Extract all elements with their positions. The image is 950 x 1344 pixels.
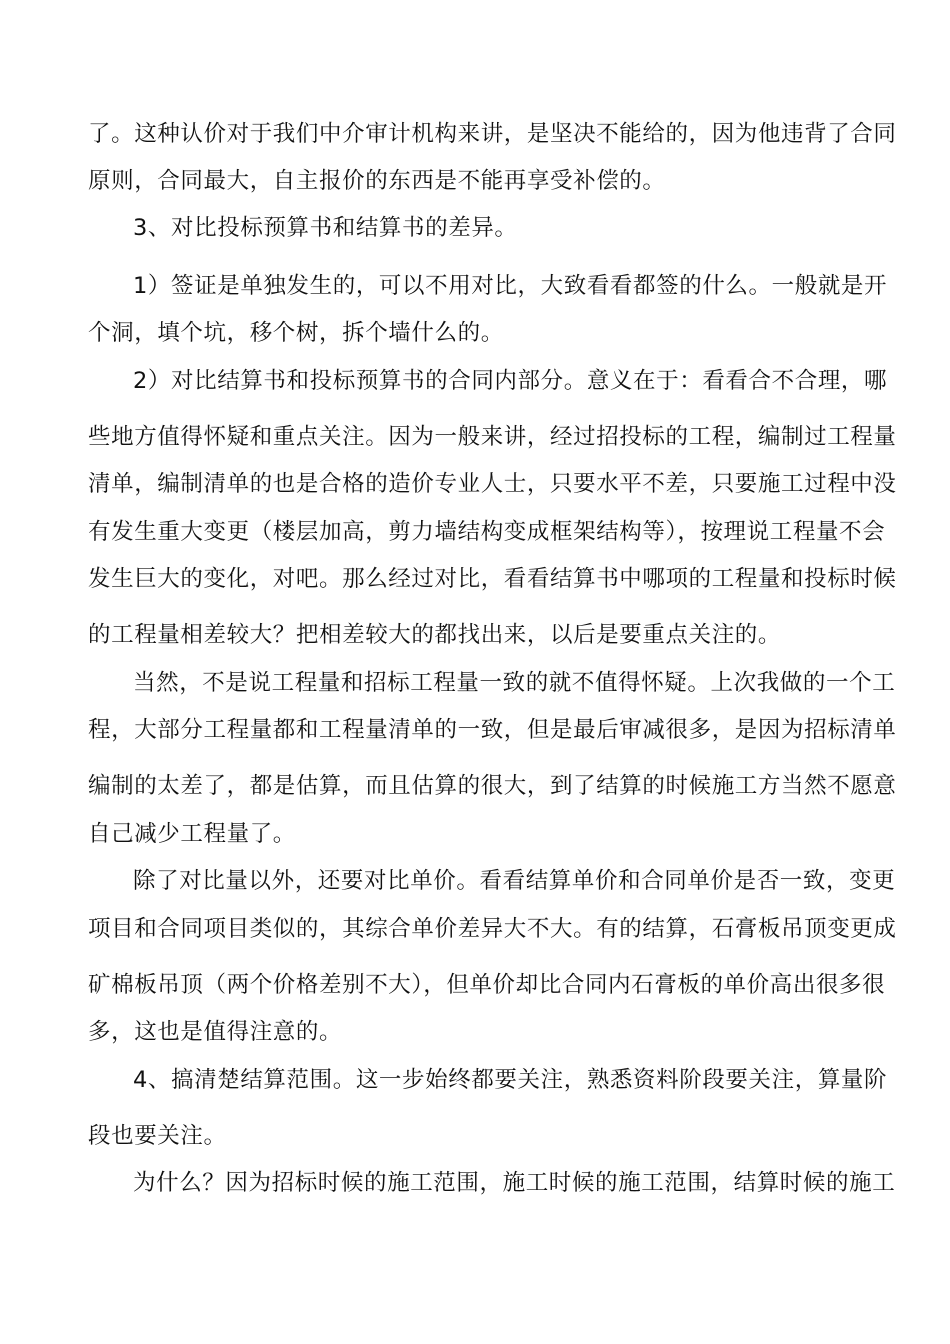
text-line-16: 除了对比量以外，还要对比单价。看看结算单价和合同单价是否一致，变更 [133,868,896,894]
text-line-2: 原则，合同最大，自主报价的东西是不能再享受补偿的。 [88,168,666,194]
text-line-14: 编制的太差了，都是估算，而且估算的很大，到了结算的时候施工方当然不愿意 [88,773,897,799]
text-line-8: 清单，编制清单的也是合格的造价专业人士，只要水平不差，只要施工过程中没 [88,471,897,497]
text-line-10: 发生巨大的变化，对吧。那么经过对比，看看结算书中哪项的工程量和投标时候 [88,566,897,592]
text-line-6: 2）对比结算书和投标预算书的合同内部分。意义在于：看看合不合理，哪 [133,368,888,394]
text-line-18: 矿棉板吊顶（两个价格差别不大），但单价却比合同内石膏板的单价高出很多很 [88,972,886,998]
text-line-11: 的工程量相差较大？把相差较大的都找出来，以后是要重点关注的。 [88,622,782,648]
text-line-19: 多，这也是值得注意的。 [88,1019,343,1045]
text-line-12: 当然，不是说工程量和招标工程量一致的就不值得怀疑。上次我做的一个工 [133,670,896,696]
text-line-9: 有发生重大变更（楼层加高，剪力墙结构变成框架结构等），按理说工程量不会 [88,519,886,545]
text-line-17: 项目和合同项目类似的，其综合单价差异大不大。有的结算，石膏板吊顶变更成 [88,916,897,942]
text-line-15: 自己减少工程量了。 [88,821,296,847]
text-line-7: 些地方值得怀疑和重点关注。因为一般来讲，经过招投标的工程，编制过工程量 [88,424,897,450]
section-heading-3: 3、对比投标预算书和结算书的差异。 [133,215,518,241]
text-line-21: 段也要关注。 [88,1123,227,1149]
text-line-22: 为什么？因为招标时候的施工范围，施工时候的施工范围，结算时候的施工 [133,1170,896,1196]
text-line-13: 程，大部分工程量都和工程量清单的一致，但是最后审减很多，是因为招标清单 [88,717,897,743]
text-line-4: 1）签证是单独发生的，可以不用对比，大致看看都签的什么。一般就是开 [133,273,888,299]
text-line-1: 了。这种认价对于我们中介审计机构来讲，是坚决不能给的，因为他违背了合同 [88,121,897,147]
section-heading-4: 4、搞清楚结算范围。这一步始终都要关注，熟悉资料阶段要关注，算量阶 [133,1067,888,1093]
text-line-5: 个洞，填个坑，移个树，拆个墙什么的。 [88,320,504,346]
